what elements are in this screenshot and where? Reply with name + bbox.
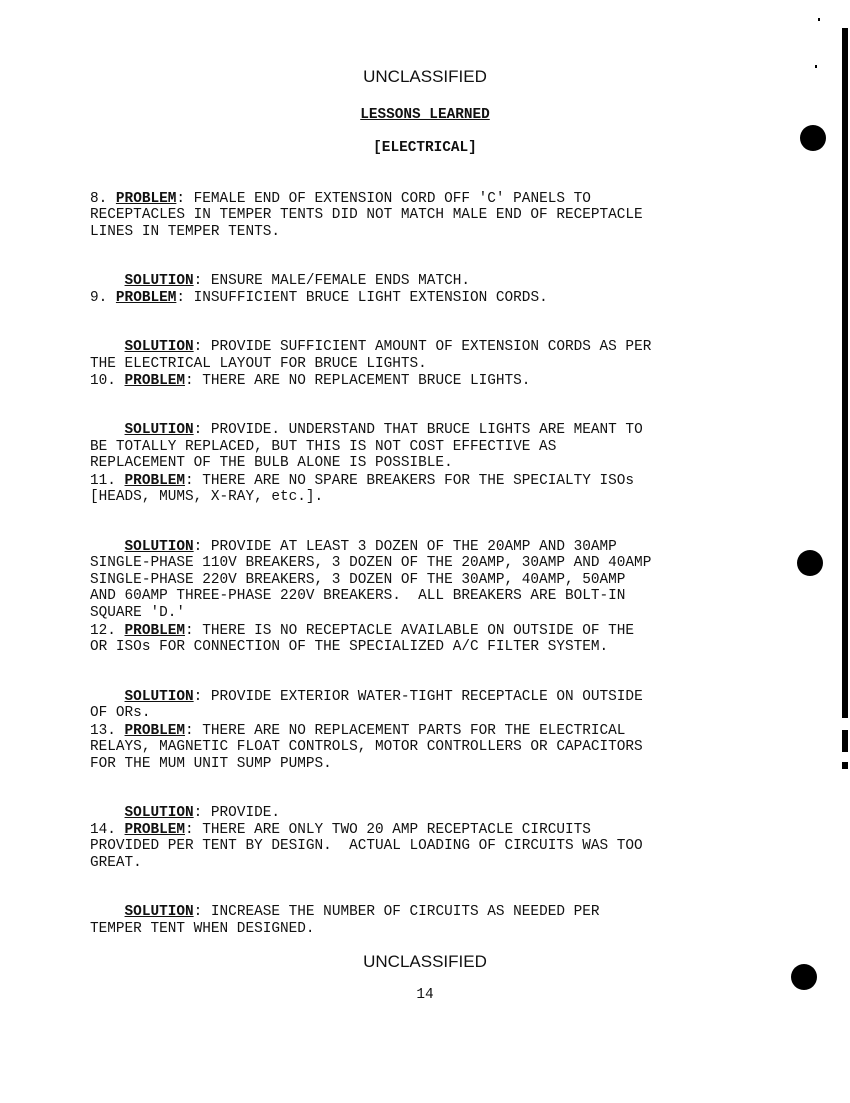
solution-text: : PROVIDE EXTERIOR WATER-TIGHT RECEPTACLE ON OUTSIDE (193, 688, 643, 705)
solution-text: : PROVIDE AT LEAST 3 DOZEN OF THE 20AMP AND 30AMP (193, 538, 617, 555)
problem-text: : THERE ARE NO REPLACEMENT PARTS FOR THE ELECTRICAL (185, 722, 626, 739)
problem-text: [HEADS, MUMS, X-RAY, etc.]. (90, 489, 324, 505)
problem-block (90, 623, 770, 656)
punch-hole-top (800, 125, 826, 151)
problem-label: PROBLEM (124, 622, 185, 639)
solution-text: TEMPER TENT WHEN DESIGNED. (90, 920, 315, 937)
page-number: 14 (416, 987, 434, 1003)
problem-text: FOR THE MUM UNIT SUMP PUMPS. (90, 755, 332, 772)
problem-text: RELAYS, MAGNETIC FLOAT CONTROLS, MOTOR CONTROLLERS OR CAPACITORS (90, 739, 643, 755)
solution-label: SOLUTION (124, 688, 194, 705)
problem-label: PROBLEM (124, 472, 185, 489)
problem-label: PROBLEM (124, 821, 185, 838)
solution-text: SQUARE 'D.' (90, 604, 185, 621)
top-classification-marking: UNCLASSIFIED (363, 67, 487, 86)
problem-label: PROBLEM (124, 722, 185, 739)
item-number: 11. (90, 472, 125, 489)
solution-text: : INCREASE THE NUMBER OF CIRCUITS AS NEEDED PER (193, 904, 600, 920)
item-number: 14. (90, 821, 125, 838)
problem-block (90, 473, 770, 506)
solution-text: AND 60AMP THREE-PHASE 220V BREAKERS. ALL BREAKERS ARE BOLT-IN (90, 588, 626, 604)
problem-block (90, 191, 770, 241)
solution-text: : PROVIDE. (193, 805, 280, 821)
bottom-classification-marking: UNCLASSIFIED (363, 952, 487, 971)
solution-text: : ENSURE MALE/FEMALE ENDS MATCH. (193, 273, 470, 289)
scan-edge-mark (842, 762, 848, 769)
scan-edge-mark (842, 730, 848, 752)
problem-text: RECEPTACLES IN TEMPER TENTS DID NOT MATCH MALE END OF RECEPTACLE (90, 207, 643, 223)
solution-block (90, 904, 770, 937)
lesson-item-14 (90, 805, 770, 954)
problem-text: : THERE ARE ONLY TWO 20 AMP RECEPTACLE CIRCUITS (185, 821, 591, 838)
solution-text: BE TOTALLY REPLACED, BUT THIS IS NOT COST EFFECTIVE AS (90, 438, 557, 455)
item-number: 8. (90, 190, 116, 207)
solution-text: REPLACEMENT OF THE BULB ALONE IS POSSIBLE. (90, 455, 453, 471)
solution-label: SOLUTION (124, 273, 194, 289)
solution-text: SINGLE-PHASE 220V BREAKERS, 3 DOZEN OF THE 30AMP, 40AMP, 50AMP (90, 571, 626, 588)
problem-block (90, 290, 770, 307)
solution-text: : PROVIDE SUFFICIENT AMOUNT OF EXTENSION CORDS AS PER (193, 339, 652, 355)
punch-hole-bottom (791, 964, 817, 990)
item-number: 13. (90, 722, 125, 739)
solution-text: : PROVIDE. UNDERSTAND THAT BRUCE LIGHTS ARE MEANT TO (193, 422, 643, 438)
solution-label: SOLUTION (124, 538, 194, 555)
problem-text: LINES IN TEMPER TENTS. (90, 223, 280, 240)
solution-text: THE ELECTRICAL LAYOUT FOR BRUCE LIGHTS. (90, 355, 427, 372)
section-category: [ELECTRICAL] (373, 140, 477, 156)
solution-text: OF ORs. (90, 705, 151, 721)
problem-label: PROBLEM (124, 372, 185, 389)
problem-block (90, 373, 770, 390)
item-number: 9. (90, 289, 116, 306)
problem-block (90, 723, 770, 773)
problem-text: PROVIDED PER TENT BY DESIGN. ACTUAL LOADING OF CIRCUITS WAS TOO (90, 838, 643, 854)
solution-label: SOLUTION (124, 422, 194, 438)
document-title: LESSONS LEARNED (360, 107, 490, 123)
scan-speck (815, 65, 817, 68)
problem-label: PROBLEM (115, 190, 177, 207)
solution-label: SOLUTION (124, 339, 194, 355)
problem-text: OR ISOs FOR CONNECTION OF THE SPECIALIZED A/C FILTER SYSTEM. (90, 639, 609, 655)
problem-text: GREAT. (90, 854, 142, 871)
scan-speck (818, 18, 820, 21)
problem-text: : THERE ARE NO SPARE BREAKERS FOR THE SPECIALTY ISOs (185, 472, 635, 489)
scan-edge-bar (842, 28, 848, 718)
problem-text: : THERE IS NO RECEPTACLE AVAILABLE ON OUTSIDE OF THE (185, 622, 635, 639)
punch-hole-middle (797, 550, 823, 576)
problem-label: PROBLEM (115, 289, 177, 306)
solution-text: SINGLE-PHASE 110V BREAKERS, 3 DOZEN OF THE 20AMP, 30AMP AND 40AMP (90, 555, 652, 571)
solution-label: SOLUTION (124, 904, 194, 920)
problem-text: : INSUFFICIENT BRUCE LIGHT EXTENSION CORDS. (176, 289, 548, 306)
problem-text: : THERE ARE NO REPLACEMENT BRUCE LIGHTS. (185, 372, 531, 389)
problem-block (90, 822, 770, 872)
problem-text: : FEMALE END OF EXTENSION CORD OFF 'C' PANELS TO (176, 190, 591, 207)
solution-label: SOLUTION (124, 805, 194, 821)
item-number: 10. (90, 372, 125, 389)
item-number: 12. (90, 622, 125, 639)
